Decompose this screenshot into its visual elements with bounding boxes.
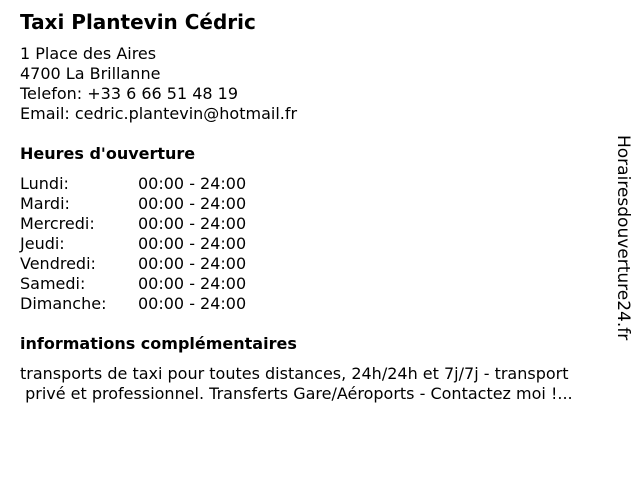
additional-info-text [20,364,630,404]
time-range: 00:00 - 24:00 [138,294,247,313]
day-label: Mardi: [20,194,70,213]
opening-hours-heading: Heures d'ouverture [20,144,196,163]
phone-number: Telefon: +33 6 66 51 48 19 [20,84,239,103]
day-label: Vendredi: [20,254,96,273]
day-label: Dimanche: [20,294,107,313]
day-label: Samedi: [20,274,86,293]
additional-info-heading: informations complémentaires [20,334,297,353]
address-city: 4700 La Brillanne [20,64,161,83]
time-range: 00:00 - 24:00 [138,234,247,253]
address-street: 1 Place des Aires [20,44,157,63]
time-range: 00:00 - 24:00 [138,214,247,233]
time-range: 00:00 - 24:00 [138,274,247,293]
time-range: 00:00 - 24:00 [138,194,247,213]
time-range: 00:00 - 24:00 [138,174,247,193]
day-label: Lundi: [20,174,69,193]
info-line: privé et professionnel. Transferts Gare/Aéroports - Contactez moi !... [20,384,573,403]
time-range: 00:00 - 24:00 [138,254,247,273]
day-label: Jeudi: [20,234,65,253]
site-watermark: Horairesdouverture24.fr [613,135,633,341]
email-address: Email: cedric.plantevin@hotmail.fr [20,104,298,123]
business-name: Taxi Plantevin Cédric [20,10,256,34]
info-line: transports de taxi pour toutes distances, 24h/24h et 7j/7j - transport [20,364,569,383]
business-contact [20,44,297,124]
day-label: Mercredi: [20,214,95,233]
